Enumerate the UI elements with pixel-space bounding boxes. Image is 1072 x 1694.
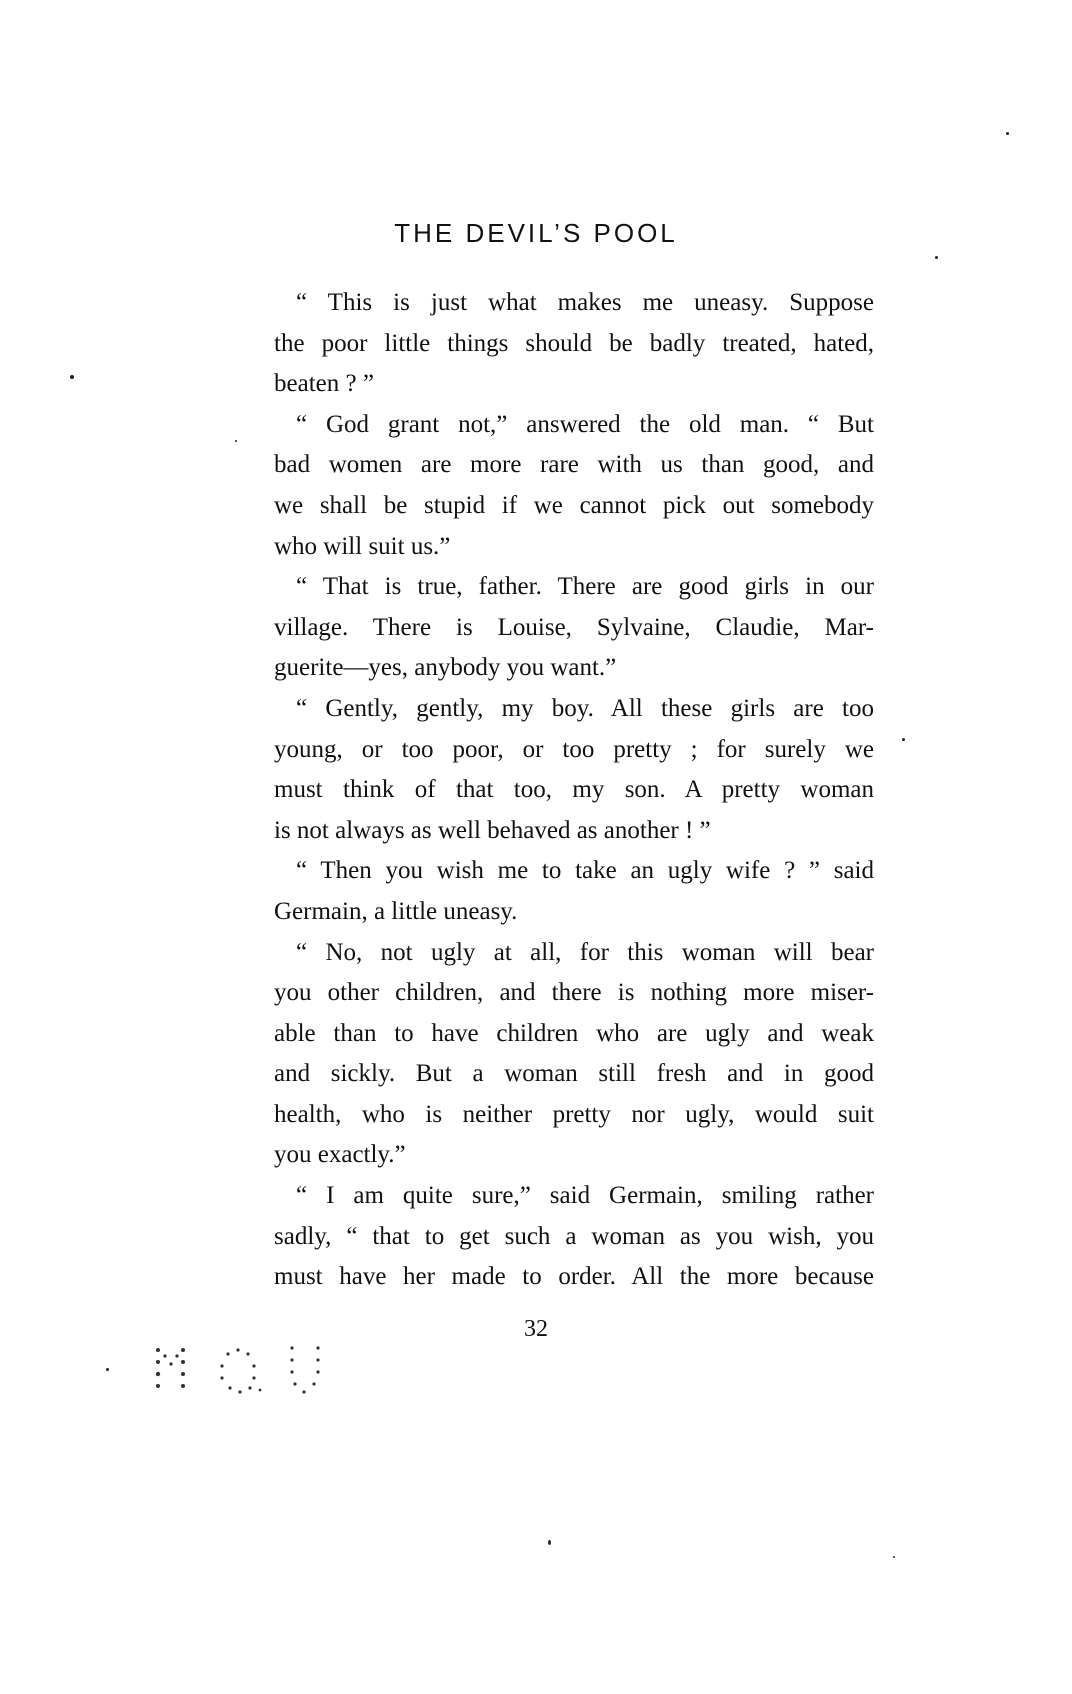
text-line: “ No, not ugly at all, for this woman will bear xyxy=(296,938,874,966)
text-line: “ Gently, gently, my boy. All these girls are too xyxy=(296,694,874,722)
text-line: must think of that too, my son. A pretty woman xyxy=(274,776,874,804)
scan-speck xyxy=(893,1556,895,1558)
scan-speck xyxy=(106,1368,109,1371)
text-line: the poor little things should be badly treated, hated, xyxy=(274,329,874,357)
text-line: bad women are more rare with us than good, and xyxy=(274,451,874,479)
text-line: “ Then you wish me to take an ugly wife ? ” said xyxy=(296,857,874,885)
page-number: 32 xyxy=(524,1316,548,1342)
text-line: able than to have children who are ugly and weak xyxy=(274,1019,874,1047)
text-line: and sickly. But a woman still fresh and in good xyxy=(274,1060,874,1088)
text-line: “ This is just what makes me uneasy. Suppose xyxy=(296,289,874,316)
text-line: who will suit us.” xyxy=(274,532,451,560)
text-line: must have her made to order. All the more because xyxy=(274,1263,874,1291)
scan-speck xyxy=(902,738,905,741)
text-line: Germain, a little uneasy. xyxy=(274,897,518,925)
running-head: THE DEVIL’S POOL xyxy=(394,218,678,248)
text-line: guerite—yes, anybody you want.” xyxy=(274,654,617,682)
text-line: sadly, “ that to get such a woman as you wish, you xyxy=(274,1222,874,1250)
text-line: “ God grant not,” answered the old man. “ But xyxy=(296,410,874,438)
text-line: is not always as well behaved as another ! ” xyxy=(274,816,711,844)
perforated-stamp xyxy=(152,1340,352,1402)
scan-speck xyxy=(1006,132,1009,135)
text-line: you other children, and there is nothing more miser- xyxy=(274,979,874,1007)
text-line: health, who is neither pretty nor ugly, would suit xyxy=(274,1100,874,1128)
scan-speck xyxy=(935,256,938,259)
text-line: village. There is Louise, Sylvaine, Claudie, Mar- xyxy=(274,613,874,641)
text-line: young, or too poor, or too pretty ; for surely we xyxy=(274,735,874,763)
text-line: “ I am quite sure,” said Germain, smiling rather xyxy=(296,1182,874,1210)
scan-speck xyxy=(548,1540,551,1545)
scan-speck xyxy=(70,375,74,379)
text-line: we shall be stupid if we cannot pick out somebody xyxy=(274,491,874,519)
scan-speck xyxy=(235,440,237,442)
text-line: you exactly.” xyxy=(274,1141,406,1169)
text-line: “ That is true, father. There are good girls in our xyxy=(296,573,874,601)
body-text xyxy=(274,283,874,1298)
text-line: beaten ? ” xyxy=(274,370,374,398)
